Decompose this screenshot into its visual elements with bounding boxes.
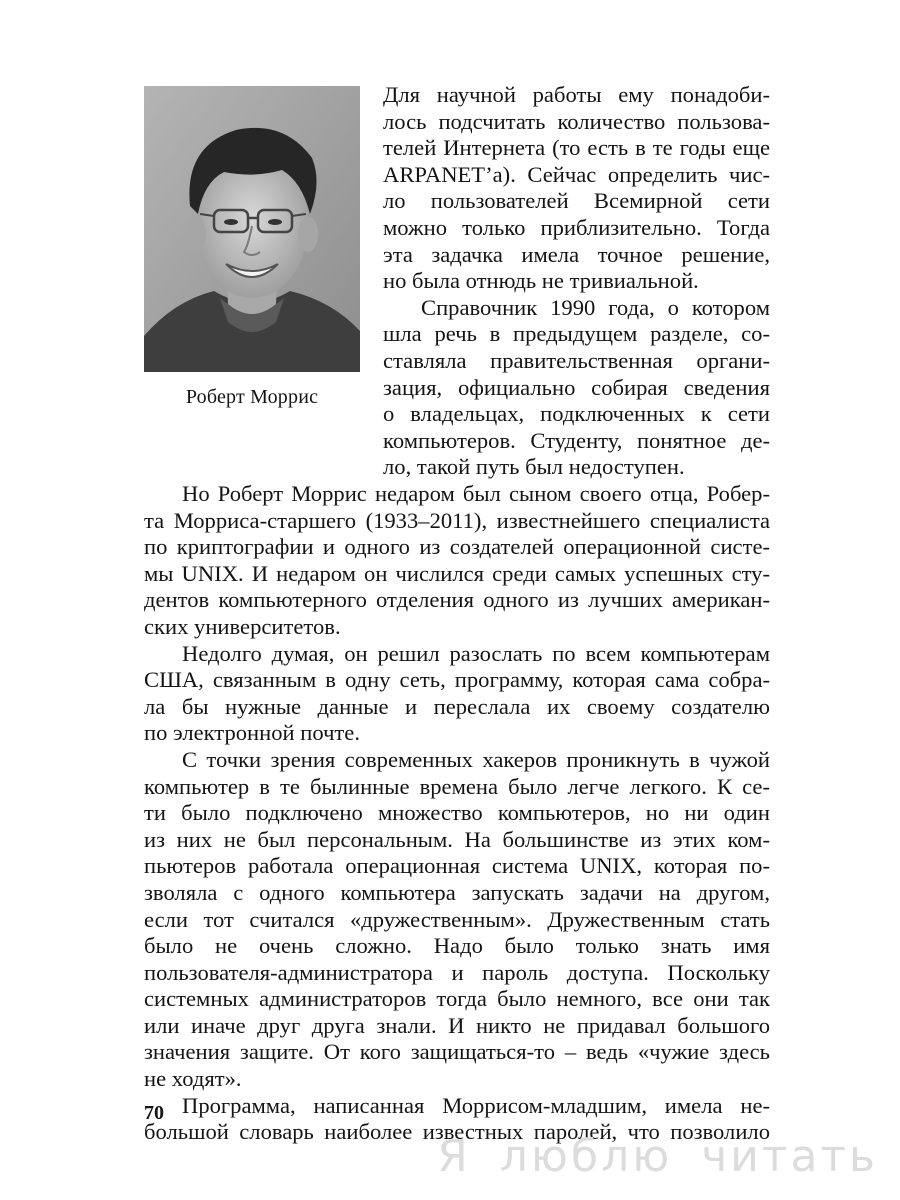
text-line: но была отнюдь не тривиальной.	[383, 268, 699, 294]
text-line: значения защите. От кого защищаться-то – ведь «чужие здесь	[144, 1039, 770, 1065]
text-line: из них не был персональным. На большинстве из этих ком-	[144, 826, 770, 852]
text-line: ставляла правительственная органи-	[383, 347, 770, 373]
text-line: системных администраторов тогда было немного, все они так	[144, 986, 770, 1012]
text-line: шла речь в предыдущем разделе, со-	[383, 321, 770, 347]
text-line: можно только приблизительно. Тогда	[383, 214, 770, 240]
text-line: США, связанным в одну сеть, программу, которая сама собра-	[144, 667, 770, 693]
text-line: Для научной работы ему понадоби-	[383, 82, 770, 107]
text-line: зволяла с одного компьютера запускать задачи на другом,	[144, 879, 770, 905]
text-line: ло, такой путь был недоступен.	[383, 454, 685, 480]
text-line: пьютеров работала операционная система UNIX, которая по-	[144, 853, 770, 879]
text-line: было не очень сложно. Надо было только знать имя	[144, 933, 770, 959]
text-line: компьютеров. Студенту, понятное де-	[383, 427, 770, 453]
text-line: пользователя-администратора и пароль доступа. Поскольку	[144, 959, 770, 985]
text-line: Но Роберт Моррис недаром был сыном своего отца, Робер-	[182, 481, 770, 506]
page-number: 70	[144, 1102, 164, 1124]
text-line: мы UNIX. И недаром он числился среди самых успешных сту-	[144, 560, 770, 586]
text-line: компьютер в те былинные времена было легче легкого. К се-	[144, 773, 770, 799]
text-line: лось подсчитать количество пользова-	[383, 108, 770, 134]
text-line: С точки зрения современных хакеров проникнуть в чужой	[182, 746, 770, 772]
text-line: Программа, написанная Моррисом-младшим, имела не-	[182, 1092, 770, 1118]
text-line: большой словарь наиболее известных паролей, что позволило	[144, 1119, 770, 1145]
text-line: ти было подключено множество компьютеров, но ни один	[144, 800, 770, 826]
text-line: та Морриса-старшего (1933–2011), известнейшего специалиста	[144, 507, 770, 533]
text-line: о владельцах, подключенных к сети	[383, 401, 770, 427]
watermark: Я люблю читать	[437, 1131, 878, 1182]
text-line: зация, официально собирая сведения	[383, 374, 770, 400]
text-line: Недолго думая, он решил разослать по всем компьютерам	[182, 640, 770, 666]
text-line: ских университетов.	[144, 613, 341, 639]
text-line: или иначе друг друга знали. И никто не придавал большого	[144, 1012, 770, 1038]
text-line: ла бы нужные данные и переслала их своему создателю	[144, 693, 770, 719]
paragraph	[144, 481, 770, 1146]
text-line: эта задачка имела точное решение,	[383, 241, 770, 267]
text-line: по электронной почте.	[144, 720, 360, 746]
photo-caption: Роберт Моррис	[185, 386, 319, 408]
text-line: ло пользователей Всемирной сети	[383, 188, 770, 214]
text-line: если тот считался «дружественным». Дружественным стать	[144, 906, 770, 932]
text-line: не ходят».	[144, 1066, 242, 1092]
text-line: ARPANET’а). Сейчас определить чис-	[383, 161, 770, 187]
portrait-photo	[144, 86, 360, 372]
text-line: телей Интернета (то есть в те годы еще	[383, 135, 770, 161]
text-line: дентов компьютерного отделения одного из лучших американ-	[144, 587, 770, 613]
text-line: по криптографии и одного из создателей операционной систе-	[144, 534, 770, 560]
text-line: Справочник 1990 года, о котором	[421, 294, 770, 320]
side-text-block	[383, 82, 770, 481]
